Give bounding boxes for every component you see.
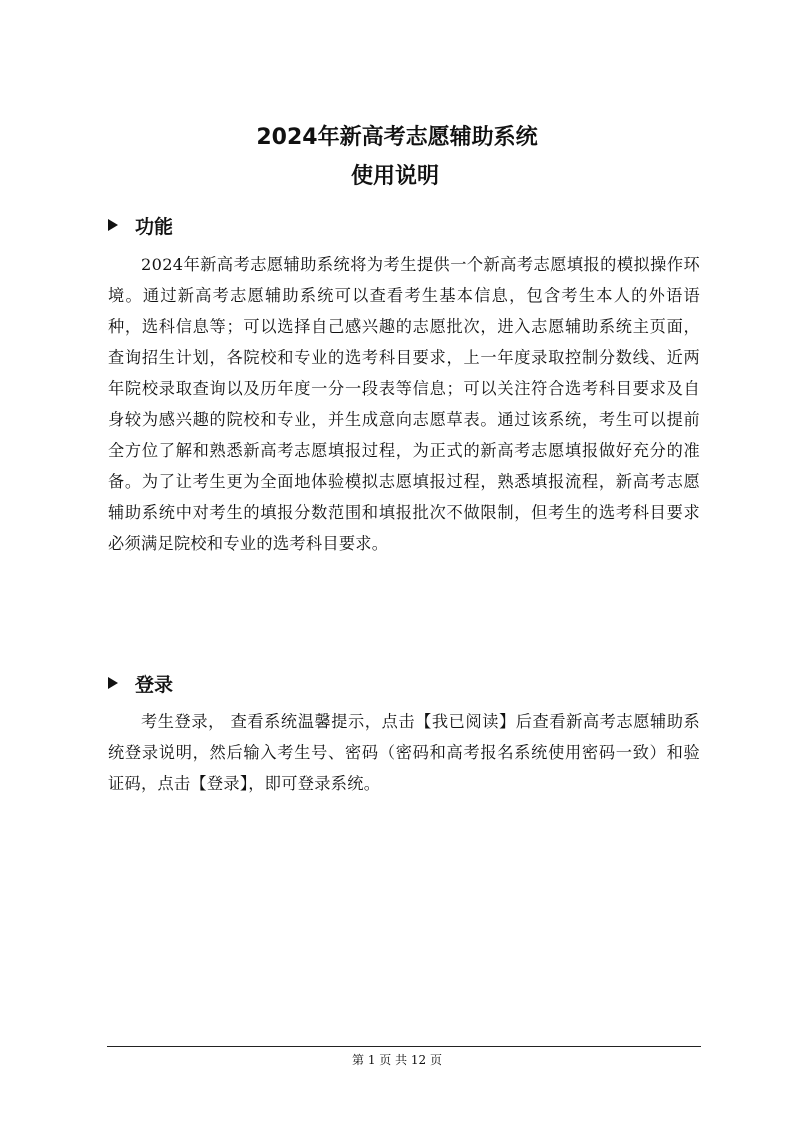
section-heading-label: 功能: [135, 215, 174, 238]
arrow-bullet-icon: [108, 219, 118, 231]
document-subtitle: 使用说明: [350, 164, 439, 189]
document-title: 2024年新高考志愿辅助系统: [256, 125, 538, 150]
arrow-bullet-icon: [108, 677, 118, 689]
section-heading-label: 登录: [135, 673, 174, 696]
page-number: 第 1 页 共 12 页: [352, 1053, 442, 1067]
section-heading-login: [108, 669, 173, 697]
section-paragraph-function: 2024年新高考志愿辅助系统将为考生提供一个新高考志愿填报的模拟操作环境。通过新高考志愿辅助系统可以查看考生基本信息，包含考生本人的外语语种，选科信息等；可以选择自己感兴趣的志愿批次，进入志愿辅助系统主页面，查询招生计划，各院校和专业的选考科目要求，上一年度录取控制分数线、近两年院校录取查询以及历年度一分一段表等信息；可以关注符合选考科目要求及自身较为感兴趣的院校和专业，并生成意向志愿草表。通过该系统，考生可以提前全方位了解和熟悉新高考志愿填报过程，为正式的新高考志愿填报做好充分的准备。为了让考生更为全面地体验模拟志愿填报过程，熟悉填报流程，新高考志愿辅助系统中对考生的填报分数范围和填报批次不做限制，但考生的选考科目要求必须满足院校和专业的选考科目要求。: [108, 255, 700, 553]
section-heading-function: [108, 211, 173, 239]
section-paragraph-login: 考生登录， 查看系统温馨提示，点击【我已阅读】后查看新高考志愿辅助系统登录说明，然后输入考生号、密码（密码和高考报名系统使用密码一致）和验证码，点击【登录】，即可登录系统。: [108, 712, 700, 793]
footer-divider: [107, 1046, 701, 1047]
